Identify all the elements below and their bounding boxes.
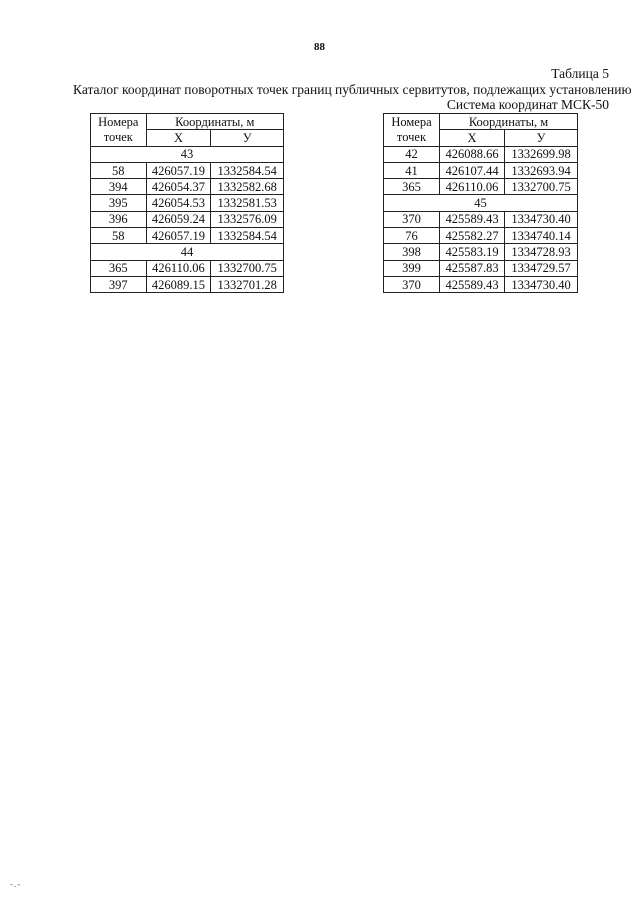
y-coordinate-cell: 1334730.40 <box>505 276 578 292</box>
y-coordinate-cell: 1334729.57 <box>505 260 578 276</box>
table-row <box>91 162 284 178</box>
y-coordinate-cell: 1332581.53 <box>211 195 284 211</box>
point-number-cell: 365 <box>384 179 440 195</box>
group-number: 44 <box>91 244 284 260</box>
y-column-header: У <box>211 130 284 146</box>
point-number-cell: 370 <box>384 276 440 292</box>
table-row <box>91 211 284 227</box>
point-number-cell: 42 <box>384 146 440 162</box>
point-number-cell: 395 <box>91 195 147 211</box>
y-coordinate-cell: 1334730.40 <box>505 211 578 227</box>
y-column-header: У <box>505 130 578 146</box>
group-row <box>91 146 284 162</box>
point-number-cell: 76 <box>384 228 440 244</box>
table-row <box>91 195 284 211</box>
table-row <box>91 179 284 195</box>
y-coordinate-cell: 1332584.54 <box>211 228 284 244</box>
point-numbers-header: Номера точек <box>384 114 440 147</box>
x-coordinate-cell: 426110.06 <box>146 260 211 276</box>
point-number-cell: 370 <box>384 211 440 227</box>
table-row <box>384 162 578 178</box>
table-row <box>91 276 284 292</box>
y-coordinate-cell: 1334740.14 <box>505 228 578 244</box>
x-coordinate-cell: 425582.27 <box>440 228 505 244</box>
point-number-cell: 399 <box>384 260 440 276</box>
x-coordinate-cell: 426054.53 <box>146 195 211 211</box>
point-number-cell: 41 <box>384 162 440 178</box>
y-coordinate-cell: 1332700.75 <box>505 179 578 195</box>
table-row <box>384 260 578 276</box>
x-coordinate-cell: 425587.83 <box>440 260 505 276</box>
x-coordinate-cell: 426110.06 <box>440 179 505 195</box>
x-coordinate-cell: 426059.24 <box>146 211 211 227</box>
table-header-row <box>384 114 578 130</box>
table-row <box>384 244 578 260</box>
coordinates-header: Координаты, м <box>146 114 283 130</box>
x-coordinate-cell: 426089.15 <box>146 276 211 292</box>
table-row <box>91 228 284 244</box>
table-row <box>384 228 578 244</box>
x-column-header: X <box>440 130 505 146</box>
point-number-cell: 58 <box>91 162 147 178</box>
catalog-title: Каталог координат поворотных точек границ публичных сервитутов, подлежащих установлению <box>73 82 632 97</box>
x-coordinate-cell: 426107.44 <box>440 162 505 178</box>
point-number-cell: 396 <box>91 211 147 227</box>
point-number-cell: 58 <box>91 228 147 244</box>
table-header-row <box>91 114 284 130</box>
table-row <box>91 260 284 276</box>
group-number: 43 <box>91 146 284 162</box>
y-coordinate-cell: 1332582.68 <box>211 179 284 195</box>
y-coordinate-cell: 1332693.94 <box>505 162 578 178</box>
coordinates-table-right <box>383 113 578 293</box>
coordinates-header: Координаты, м <box>440 114 578 130</box>
point-numbers-header: Номера точек <box>91 114 147 147</box>
coordinate-system-label: Система координат МСК-50 <box>446 97 609 112</box>
table-row <box>384 179 578 195</box>
table-row <box>384 146 578 162</box>
point-number-cell: 365 <box>91 260 147 276</box>
x-coordinate-cell: 426054.37 <box>146 179 211 195</box>
point-number-cell: 397 <box>91 276 147 292</box>
table-label: Таблица 5 <box>551 66 609 81</box>
y-coordinate-cell: 1332584.54 <box>211 162 284 178</box>
y-coordinate-cell: 1332699.98 <box>505 146 578 162</box>
point-number-cell: 398 <box>384 244 440 260</box>
point-number-cell: 394 <box>91 179 147 195</box>
y-coordinate-cell: 1332700.75 <box>211 260 284 276</box>
x-coordinate-cell: 426057.19 <box>146 228 211 244</box>
table-row <box>384 211 578 227</box>
y-coordinate-cell: 1334728.93 <box>505 244 578 260</box>
coordinates-table-left <box>90 113 284 293</box>
group-row <box>91 244 284 260</box>
table-row <box>384 276 578 292</box>
group-number: 45 <box>384 195 578 211</box>
x-coordinate-cell: 426088.66 <box>440 146 505 162</box>
page-number: 88 <box>314 41 325 53</box>
scan-corner-mark: -.- <box>10 879 22 889</box>
x-coordinate-cell: 425589.43 <box>440 276 505 292</box>
x-coordinate-cell: 426057.19 <box>146 162 211 178</box>
x-coordinate-cell: 425583.19 <box>440 244 505 260</box>
y-coordinate-cell: 1332701.28 <box>211 276 284 292</box>
x-column-header: X <box>146 130 211 146</box>
x-coordinate-cell: 425589.43 <box>440 211 505 227</box>
group-row <box>384 195 578 211</box>
y-coordinate-cell: 1332576.09 <box>211 211 284 227</box>
